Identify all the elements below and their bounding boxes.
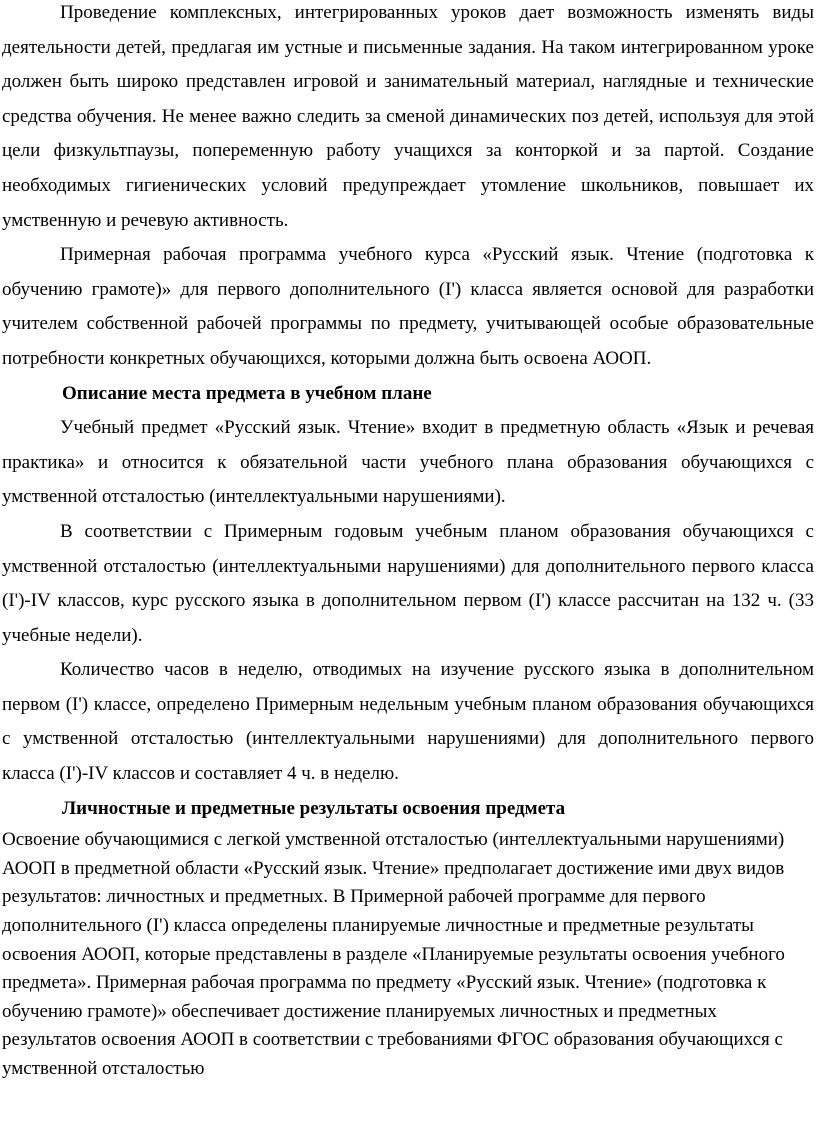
- paragraph-results-description: Освоение обучающимися с легкой умственной отсталостью (интеллектуальными нарушениями) АООП в предметной области «Русский язык. Чтение» предполагает достижение ими двух видов результатов: личностных и предметных. В Примерной рабочей программе для первого дополнительного (I') класса определены планируемые личностные и предметные результаты освоения АООП, которые представлены в разделе «Планируемые результаты освоения учебного предмета». Примерная рабочая программа по предмету «Русский язык. Чтение» (подготовка к обучению грамоте)» обеспечивает достижение планируемых личностных и предметных результатов освоения АООП в соответствии с требованиями ФГОС образования обучающихся с умственной отсталостью: [2, 829, 785, 1079]
- heading-learning-results: Личностные и предметные результаты освоения предмета: [62, 797, 566, 819]
- heading-subject-place: Описание места предмета в учебном плане: [62, 382, 432, 404]
- paragraph-annual-plan: В соответствии с Примерным годовым учебным планом образования обучающихся с умственной отсталостью (интеллектуальными нарушениями) для дополнительного первого класса (I')-IV классов, курс русского языка в дополнительном первом (I') классе рассчитан на 132 ч. (33 учебные недели).: [2, 520, 814, 646]
- paragraph-integrated-lessons: Проведение комплексных, интегрированных уроков дает возможность изменять виды деятельности детей, предлагая им устные и письменные задания. На таком интегрированном уроке должен быть широко представлен игровой и занимательный материал, наглядные и технические средства обучения. Не менее важно следить за сменой динамических поз детей, используя для этой цели физкультпаузы, попеременную работу учащихся за конторкой и за партой. Создание необходимых гигиенических условий предупреждает утомление школьников, повышает их умственную и речевую активность.: [2, 2, 814, 231]
- paragraph-weekly-hours: Количество часов в неделю, отводимых на изучение русского языка в дополнительном первом (I') классе, определено Примерным недельным учебным планом образования обучающихся с умственной отсталостью (интеллектуальными нарушениями) для дополнительного первого класса (I')-IV классов и составляет 4 ч. в неделю.: [2, 659, 814, 785]
- paragraph-subject-area: Учебный предмет «Русский язык. Чтение» входит в предметную область «Язык и речевая практика» и относится к обязательной части учебного плана образования обучающихся с умственной отсталостью (интеллектуальными нарушениями).: [2, 417, 814, 508]
- paragraph-program-basis: Примерная рабочая программа учебного курса «Русский язык. Чтение (подготовка к обучению грамоте)» для первого дополнительного (I') класса является основой для разработки учителем собственной рабочей программы по предмету, учитывающей особые образовательные потребности конкретных обучающихся, которыми должна быть освоена АООП.: [2, 244, 814, 369]
